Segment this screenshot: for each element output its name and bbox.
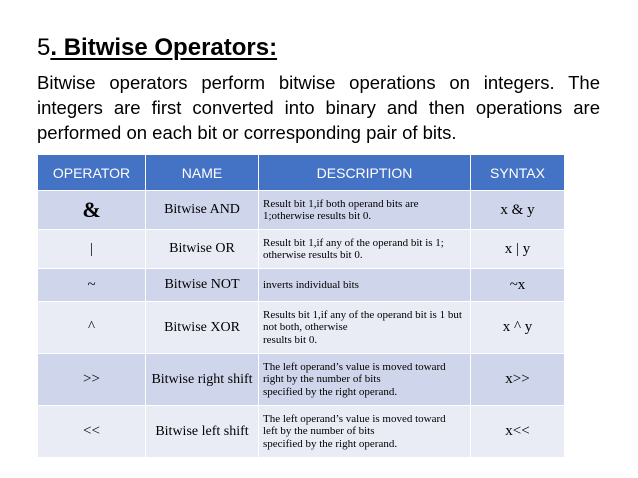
- description-cell: [259, 302, 471, 354]
- description-line: The left operand’s value is moved toward: [263, 412, 446, 425]
- table-row: [38, 406, 565, 458]
- header-description: DESCRIPTION: [259, 155, 471, 191]
- description-line: otherwise results bit 0.: [263, 249, 363, 261]
- syntax-cell: x ^ y: [471, 302, 565, 354]
- page-title: [37, 33, 277, 63]
- description-line: specified by the right operand.: [263, 385, 398, 398]
- description-line: results bit 0.: [263, 333, 318, 346]
- description-line: 1;otherwise results bit 0.: [263, 210, 372, 222]
- table-row: [38, 191, 565, 230]
- table-row: [38, 269, 565, 302]
- name-cell: Bitwise left shift: [146, 406, 259, 458]
- description-line: Result bit 1,if both operand bits are: [263, 197, 419, 210]
- description-line: inverts individual bits: [263, 278, 359, 291]
- operator-cell: ^: [38, 302, 146, 354]
- description-cell: [259, 354, 471, 406]
- syntax-cell: x>>: [471, 354, 565, 406]
- name-cell: Bitwise OR: [146, 230, 259, 269]
- description-line: The left operand’s value is moved toward: [263, 360, 446, 373]
- description-cell: [259, 191, 471, 230]
- description-cell: [259, 406, 471, 458]
- operator-cell: >>: [38, 354, 146, 406]
- syntax-cell: x & y: [471, 191, 565, 230]
- name-cell: Bitwise XOR: [146, 302, 259, 354]
- description-line: left by the number of bits: [263, 425, 375, 438]
- name-cell: Bitwise NOT: [146, 269, 259, 302]
- description-line: right by the number of bits: [263, 373, 381, 386]
- description-line: Result bit 1,if any of the operand bit is 1;: [263, 236, 444, 249]
- table-row: [38, 354, 565, 406]
- description-line: not both, otherwise: [263, 321, 348, 334]
- description-cell: [259, 269, 471, 302]
- header-syntax: SYNTAX: [471, 155, 565, 191]
- description-line: Results bit 1,if any of the operand bit is 1 but: [263, 308, 462, 321]
- title-text: . Bitwise Operators:: [50, 34, 278, 61]
- bitwise-operators-table: [37, 154, 565, 458]
- intro-paragraph: Bitwise operators perform bitwise operations on integers. The integers are first converted into binary and then operations are performed on each bit or corresponding pair of bits.: [37, 72, 600, 143]
- syntax-cell: x | y: [471, 230, 565, 269]
- name-cell: Bitwise AND: [146, 191, 259, 230]
- operator-cell: ~: [38, 269, 146, 302]
- operator-cell: |: [38, 230, 146, 269]
- syntax-cell: x<<: [471, 406, 565, 458]
- operator-cell: <<: [38, 406, 146, 458]
- syntax-cell: ~x: [471, 269, 565, 302]
- description-cell: [259, 230, 471, 269]
- header-operator: OPERATOR: [38, 155, 146, 191]
- title-number: 5: [37, 34, 51, 61]
- description-line: specified by the right operand.: [263, 437, 398, 450]
- name-cell: Bitwise right shift: [146, 354, 259, 406]
- table-row: [38, 230, 565, 269]
- operator-cell: &: [38, 191, 146, 230]
- table-row: [38, 302, 565, 354]
- header-name: NAME: [146, 155, 259, 191]
- table-header-row: [38, 155, 565, 191]
